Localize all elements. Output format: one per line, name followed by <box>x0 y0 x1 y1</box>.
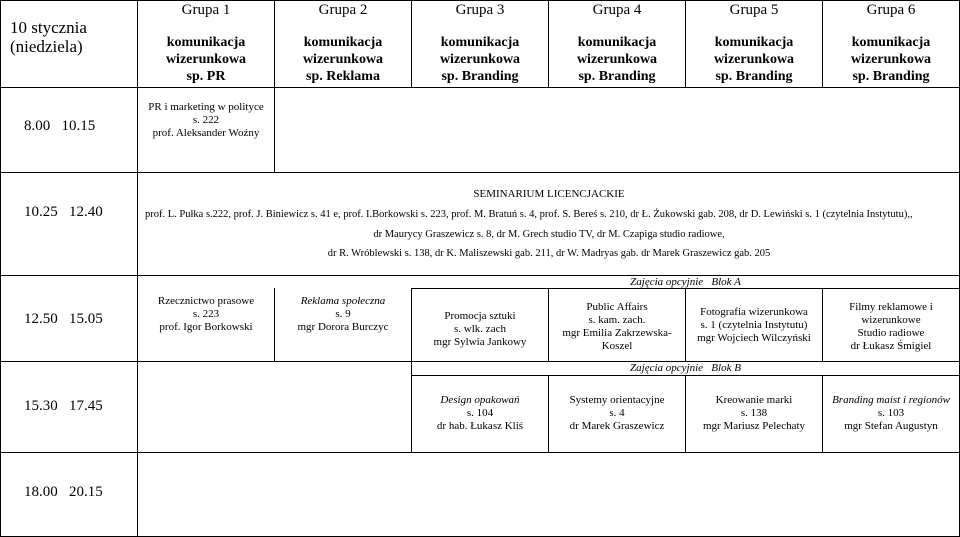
course-title: Public Affairs <box>586 301 648 313</box>
group-3-header <box>412 2 548 85</box>
room: s. 103 <box>877 407 905 419</box>
course-cell <box>275 295 411 334</box>
lecturer: mgr Dorora Burczyc <box>297 321 389 333</box>
room: s. 104 <box>466 407 494 419</box>
course-title: Systemy orientacyjne <box>569 394 665 406</box>
group-subject: wizerunkowa <box>850 52 932 67</box>
course-title: Kreowanie marki <box>715 394 793 406</box>
grid-line <box>0 0 960 1</box>
group-6-header <box>823 2 959 85</box>
group-subject: komunikacja <box>714 35 794 50</box>
group-name: Grupa 5 <box>729 2 779 18</box>
group-subject: wizerunkowa <box>439 52 521 67</box>
group-subject: komunikacja <box>577 35 657 50</box>
course-cell <box>823 301 959 353</box>
course-cell <box>412 310 548 349</box>
group-subject: wizerunkowa <box>165 52 247 67</box>
course-cell <box>686 394 822 433</box>
seminar-title: SEMINARIUM LICENCJACKIE <box>473 188 625 200</box>
block-banner: Zajęcia opcyjnie Blok B <box>630 362 741 374</box>
group-1-header <box>138 2 274 85</box>
group-name: Grupa 1 <box>181 2 231 18</box>
seminar-lecturers-line: dr R. Wróblewski s. 138, dr K. Maliszewski gab. 211, dr W. Madryas gab. dr Marek Graszewicz gab. 205 <box>327 248 771 259</box>
course-title: Reklama społeczna <box>300 295 386 307</box>
course-cell <box>686 306 822 345</box>
group-subject: komunikacja <box>166 35 246 50</box>
lecturer: Koszel <box>601 340 633 352</box>
date-day: 10 stycznia <box>10 18 87 37</box>
grid-line <box>0 87 960 88</box>
course-title: Rzecznictwo prasowe <box>157 295 255 307</box>
time-slot: 18.00 20.15 <box>24 484 103 500</box>
course-title: Promocja sztuki <box>444 310 516 322</box>
group-name: Grupa 3 <box>455 2 505 18</box>
course-title: PR i marketing w polityce <box>148 101 264 113</box>
room: s. 222 <box>192 114 220 126</box>
room: s. 223 <box>192 308 220 320</box>
lecturer: prof. Igor Borkowski <box>159 321 253 333</box>
room: s. 4 <box>609 407 625 419</box>
lecturer: mgr Sylwia Jankowy <box>433 336 527 348</box>
course-cell <box>549 301 685 353</box>
course-cell <box>823 394 959 433</box>
group-subject: wizerunkowa <box>302 52 384 67</box>
course-title: wizerunkowe <box>861 314 921 326</box>
grid-line <box>0 0 1 537</box>
time-slot: 10.25 12.40 <box>24 204 103 220</box>
group-specialization: sp. Branding <box>441 69 519 84</box>
grid-line <box>0 452 960 453</box>
room: s. 138 <box>740 407 768 419</box>
group-specialization: sp. PR <box>186 69 226 84</box>
room: s. 9 <box>335 308 351 320</box>
group-specialization: sp. Branding <box>715 69 793 84</box>
course-cell <box>412 394 548 433</box>
course-title: Filmy reklamowe i <box>849 301 933 313</box>
grid-line <box>0 172 960 173</box>
block-banner: Zajęcia opcyjnie Blok A <box>630 276 741 288</box>
lecturer: mgr Mariusz Pelechaty <box>702 420 806 432</box>
group-specialization: sp. Reklama <box>306 69 380 84</box>
group-subject: wizerunkowa <box>576 52 658 67</box>
group-subject: komunikacja <box>440 35 520 50</box>
group-subject: komunikacja <box>851 35 931 50</box>
session-cell <box>138 101 274 140</box>
time-slot: 15.30 17.45 <box>24 398 103 414</box>
lecturer: dr Marek Graszewicz <box>569 420 665 432</box>
group-specialization: sp. Branding <box>578 69 656 84</box>
group-name: Grupa 2 <box>318 2 368 18</box>
grid-line <box>274 87 275 172</box>
course-cell <box>549 394 685 433</box>
seminar-lecturers-line: dr Maurycy Graszewicz s. 8, dr M. Grech studio TV, dr M. Czapiga studio radiowe, <box>373 229 725 240</box>
course-cell <box>138 295 274 334</box>
course-title: Fotografia wizerunkowa <box>700 306 808 318</box>
lecturer: dr hab. Łukasz Kliś <box>436 420 524 432</box>
room: s. wlk. zach <box>454 323 506 335</box>
lecturer: mgr Stefan Augustyn <box>844 420 938 432</box>
seminar-lecturers-line: prof. L. Pułka s.222, prof. J. Biniewicz s. 41 e, prof. I.Borkowski s. 223, prof. M. Bratuń s. 4, prof. S. Bereś s. 210, dr Ł. Żukowski gab. 208, dr D. Lewiński s. 1 (czytelnia Instytutu),, <box>145 209 913 220</box>
room: s. kam. zach. <box>588 314 646 326</box>
group-name: Grupa 6 <box>866 2 916 18</box>
lecturer: mgr Wojciech Wilczyński <box>697 332 811 344</box>
lecturer: dr Łukasz Śmigiel <box>850 340 932 352</box>
lecturer: mgr Emilia Zakrzewska- <box>562 327 672 339</box>
time-slot: 12.50 15.05 <box>24 311 103 327</box>
group-name: Grupa 4 <box>592 2 642 18</box>
room: s. 1 (czytelnia Instytutu) <box>700 319 808 331</box>
room: Studio radiowe <box>857 327 925 339</box>
group-4-header <box>549 2 685 85</box>
date-header <box>10 18 87 56</box>
lecturer: prof. Aleksander Woźny <box>152 127 260 139</box>
group-subject: komunikacja <box>303 35 383 50</box>
date-weekday: (niedziela) <box>10 37 83 56</box>
time-slot: 8.00 10.15 <box>24 118 96 134</box>
group-specialization: sp. Branding <box>852 69 930 84</box>
group-subject: wizerunkowa <box>713 52 795 67</box>
course-title: Design opakowań <box>440 394 520 406</box>
course-title: Branding maist i regionów <box>832 394 950 406</box>
group-5-header <box>686 2 822 85</box>
group-2-header <box>275 2 411 85</box>
